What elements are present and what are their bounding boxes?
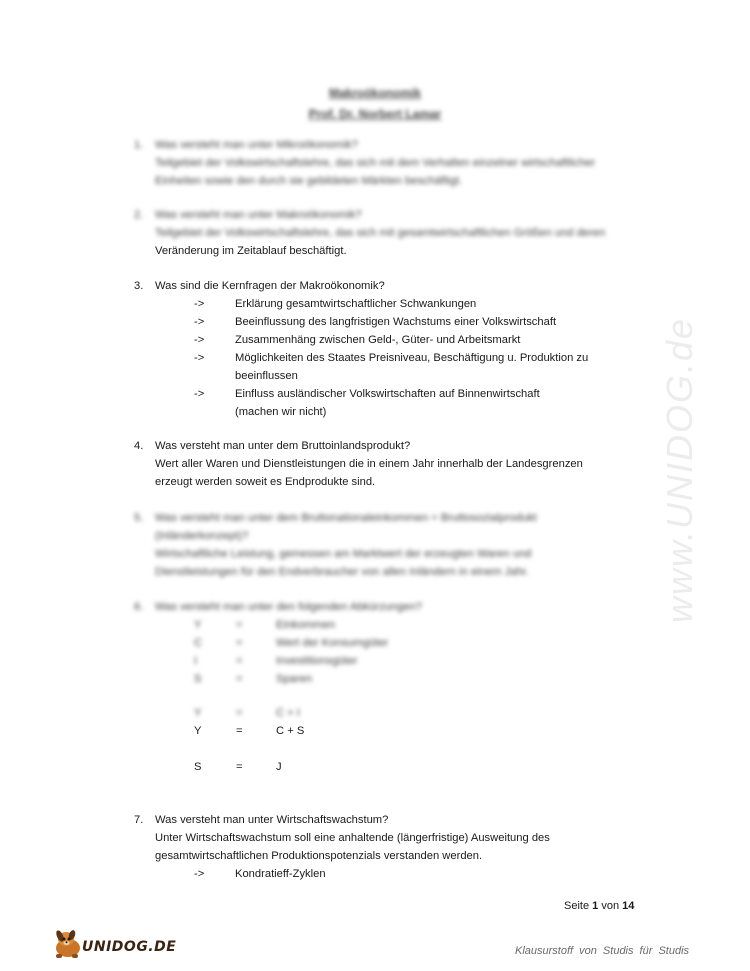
list-item-text: Zusammenhäng zwischen Geld-, Güter- und Arbeitsmarkt [235, 334, 521, 346]
question-number: 2. [134, 209, 144, 221]
arrow-icon: -> [194, 388, 205, 400]
arrow-icon: -> [194, 352, 205, 364]
list-item-text: Einfluss ausländischer Volkswirtschaften auf Binnenwirtschaft [235, 388, 540, 400]
definition-eq: = [236, 673, 243, 685]
answer-line: Einheiten sowie den durch sie gebildeten Märkten beschäftigt. [155, 175, 463, 187]
arrow-icon: -> [194, 298, 205, 310]
question-number: 4. [134, 440, 144, 452]
definition-var: Y [194, 619, 202, 631]
definition-eq: = [236, 637, 243, 649]
equation-var: Y [194, 725, 202, 737]
answer-line: Dienstleistungen für den Endverbraucher von allen Inländern in einem Jahr. [155, 566, 529, 578]
equation-eq: = [236, 707, 243, 719]
list-item-text: Erklärung gesamtwirtschaftlicher Schwankungen [235, 298, 477, 310]
question-text: Was versteht man unter Mikroökonomik? [155, 139, 358, 151]
definition-var: S [194, 673, 202, 685]
definition-desc: Einkommen [276, 619, 336, 631]
answer-line: gesamtwirtschaftlichen Produktionspotenzials verstanden werden. [155, 850, 483, 862]
footer-tagline: Klausurstoff von Studis für Studis [515, 945, 690, 957]
answer-line: Veränderung im Zeitablauf beschäftigt. [155, 245, 347, 257]
question-number: 5. [134, 512, 144, 524]
question-text: Was sind die Kernfragen der Makroökonomik? [155, 280, 385, 292]
equation-var: S [194, 761, 202, 773]
arrow-icon: -> [194, 868, 205, 880]
logo-text: UNIDOG.DE [82, 939, 177, 955]
question-text: Was versteht man unter Wirtschaftswachstum? [155, 814, 389, 826]
list-item-text: (machen wir nicht) [235, 406, 327, 418]
answer-line: Teilgebiet der Volkswirtschaftslehre, das sich mit dem Verhalten einzelner wirtschaftlicher [155, 157, 596, 169]
question-number: 7. [134, 814, 144, 826]
list-item-text: Beeinflussung des langfristigen Wachstums einer Volkswirtschaft [235, 316, 557, 328]
list-item-text: beeinflussen [235, 370, 298, 382]
arrow-icon: -> [194, 316, 205, 328]
equation-desc: J [276, 761, 282, 773]
equation-desc: C + I [276, 707, 300, 719]
list-item-text: Möglichkeiten des Staates Preisniveau, Beschäftigung u. Produktion zu [235, 352, 589, 364]
equation-eq: = [236, 761, 243, 773]
question-text: Was versteht man unter den folgenden Abkürzungen? [155, 601, 423, 613]
equation-eq: = [236, 725, 243, 737]
definition-desc: Sparen [276, 673, 313, 685]
question-text: Was versteht man unter dem Bruttonationaleinkommen = Bruttosozialprodukt [155, 512, 537, 524]
page-current: 1 [592, 900, 599, 912]
arrow-icon: -> [194, 334, 205, 346]
answer-line: Teilgebiet der Volkswirtschaftslehre, das sich mit gesamtwirtschaftlichen Größen und deren [155, 227, 606, 239]
watermark: www.UNIDOG.de [659, 316, 700, 624]
page-number [564, 900, 634, 912]
question-number: 3. [134, 280, 144, 292]
definition-var: I [194, 655, 198, 667]
question-text: Was versteht man unter dem Bruttoinlandsprodukt? [155, 440, 411, 452]
question-text: Was versteht man unter Makroökonomik? [155, 209, 362, 221]
document-title: Makroökonomik [328, 86, 421, 100]
document-author: Prof. Dr. Norbert Lamar [308, 107, 442, 121]
equation-desc: C + S [276, 725, 305, 737]
answer-line: Wirtschaftliche Leistung, gemessen am Marktwert der erzeugten Waren und [155, 548, 532, 560]
page-total: 14 [622, 900, 635, 912]
page-label: Seite [564, 900, 590, 912]
definition-desc: Investitionsgüter [276, 655, 358, 667]
definition-desc: Wert der Konsumgüter [276, 637, 389, 649]
question-number: 1. [134, 139, 144, 151]
question-number: 6. [134, 601, 144, 613]
question-text: (Inländerkonzept)? [155, 530, 249, 542]
equation-var: Y [194, 707, 202, 719]
dog-icon [52, 928, 86, 960]
unidog-logo [52, 928, 177, 960]
answer-line: Wert aller Waren und Dienstleistungen die in einem Jahr innerhalb der Landesgrenzen [155, 458, 583, 470]
answer-line: erzeugt werden soweit es Endprodukte sind. [155, 476, 376, 488]
page-separator: von [601, 900, 620, 912]
list-item-text: Kondratieff-Zyklen [235, 868, 326, 880]
answer-line: Unter Wirtschaftswachstum soll eine anhaltende (längerfristige) Ausweitung des [155, 832, 550, 844]
definition-eq: = [236, 619, 243, 631]
definition-eq: = [236, 655, 243, 667]
definition-var: C [194, 637, 203, 649]
